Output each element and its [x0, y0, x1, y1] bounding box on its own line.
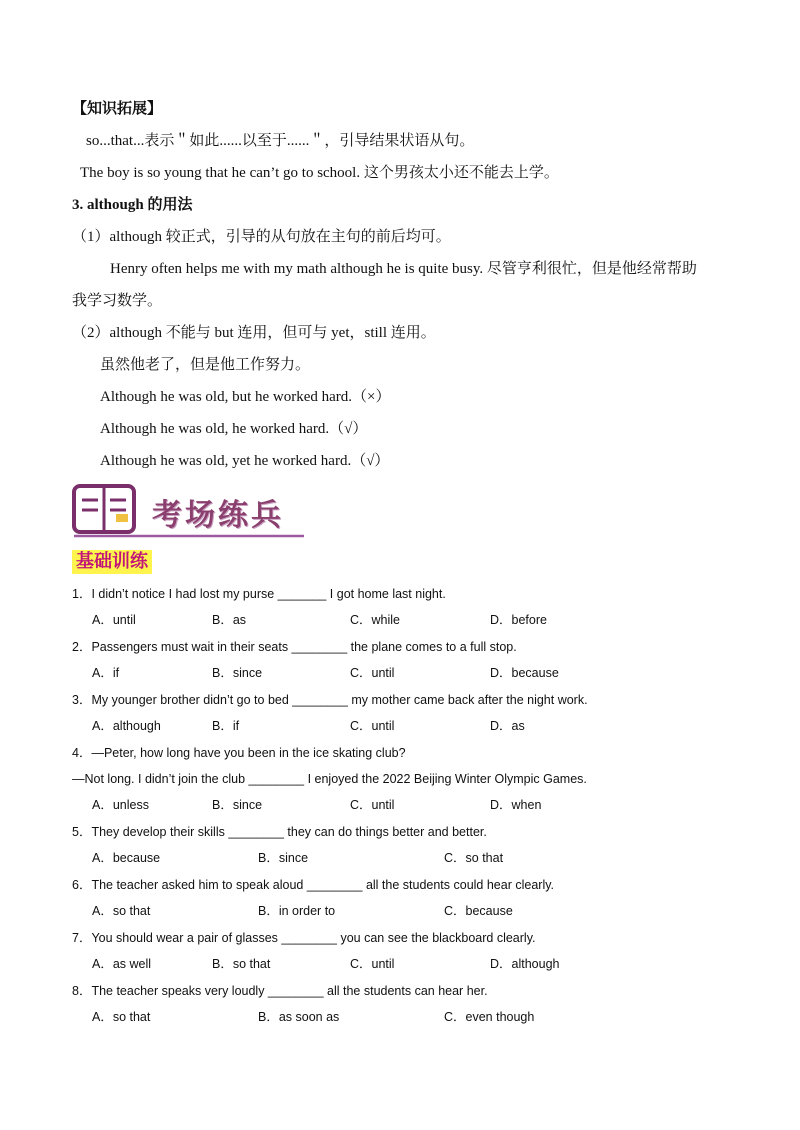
option-a[interactable]: A．so that: [92, 904, 151, 918]
option-b[interactable]: B．since: [258, 851, 309, 865]
option-a[interactable]: A．until: [92, 613, 136, 627]
option-c[interactable]: C．while: [350, 613, 401, 627]
option-b[interactable]: B．since: [212, 666, 263, 680]
question-4-stem-2: —Not long. I didn’t join the club ________ I enjoyed the 2022 Beijing Winter Olympic Games.: [72, 772, 587, 786]
although-example-2-cn: 虽然他老了，但是他工作努力。: [100, 357, 311, 373]
option-b[interactable]: B．since: [212, 798, 263, 812]
option-a[interactable]: A．although: [92, 719, 161, 733]
although-example-1b: 我学习数学。: [72, 293, 163, 309]
section-subtitle: 基础训练: [72, 550, 152, 574]
option-a[interactable]: A．because: [92, 851, 161, 865]
knowledge-line-2: The boy is so young that he can’t go to school. 这个男孩太小还不能去上学。: [80, 165, 559, 181]
although-point-2: （2）although 不能与 but 连用，但可与 yet，still 连用。: [72, 325, 436, 341]
question-8-stem: 8．The teacher speaks very loudly ________ all the students can hear her.: [72, 984, 488, 998]
although-example-2-right-2: Although he was old, yet he worked hard.（√）: [100, 453, 390, 469]
although-point-1: （1）although 较正式，引导的从句放在主句的前后均可。: [72, 229, 451, 245]
option-a[interactable]: A．as well: [92, 957, 152, 971]
question-3-stem: 3．My younger brother didn’t go to bed ________ my mother came back after the night work.: [72, 693, 588, 707]
although-example-2-wrong: Although he was old, but he worked hard.（×）: [100, 389, 391, 405]
option-d[interactable]: D．as: [490, 719, 525, 733]
section-title: 考场练兵: [152, 498, 284, 533]
option-c[interactable]: C．until: [350, 719, 395, 733]
although-example-1a: Henry often helps me with my math although he is quite busy. 尽管亨利很忙，但是他经常帮助: [110, 261, 697, 277]
question-6-stem: 6．The teacher asked him to speak aloud ________ all the students could hear clearly.: [72, 878, 555, 892]
knowledge-heading: 【知识拓展】: [72, 99, 163, 117]
question-4-stem: 4．—Peter, how long have you been in the ice skating club?: [72, 746, 406, 760]
question-5-stem: 5．They develop their skills ________ they can do things better and better.: [72, 825, 487, 839]
option-a[interactable]: A．if: [92, 666, 120, 680]
option-d[interactable]: D．when: [490, 798, 542, 812]
option-d[interactable]: D．before: [490, 613, 547, 627]
option-b[interactable]: B．in order to: [258, 904, 336, 918]
question-2-stem: 2．Passengers must wait in their seats ________ the plane comes to a full stop.: [72, 640, 517, 654]
option-c[interactable]: C．until: [350, 957, 395, 971]
option-d[interactable]: D．because: [490, 666, 559, 680]
option-a[interactable]: A．so that: [92, 1010, 151, 1024]
question-1-stem: 1．I didn’t notice I had lost my purse _______ I got home last night.: [72, 587, 446, 601]
option-c[interactable]: C．until: [350, 666, 395, 680]
option-b[interactable]: B．as soon as: [258, 1010, 340, 1024]
option-c[interactable]: C．so that: [444, 851, 504, 865]
question-7-stem: 7．You should wear a pair of glasses ________ you can see the blackboard clearly.: [72, 931, 536, 945]
option-c[interactable]: C．because: [444, 904, 513, 918]
knowledge-line-1: so...that...表示＂如此......以至于......＂，引导结果状语从句。: [86, 133, 475, 149]
option-b[interactable]: B．as: [212, 613, 247, 627]
although-heading: 3. although 的用法: [72, 197, 193, 213]
option-b[interactable]: B．so that: [212, 957, 271, 971]
although-example-2-right-1: Although he was old, he worked hard.（√）: [100, 421, 368, 437]
option-d[interactable]: D．although: [490, 957, 560, 971]
option-c[interactable]: C．even though: [444, 1010, 535, 1024]
book-icon: [74, 486, 134, 532]
option-a[interactable]: A．unless: [92, 798, 149, 812]
option-c[interactable]: C．until: [350, 798, 395, 812]
option-b[interactable]: B．if: [212, 719, 240, 733]
